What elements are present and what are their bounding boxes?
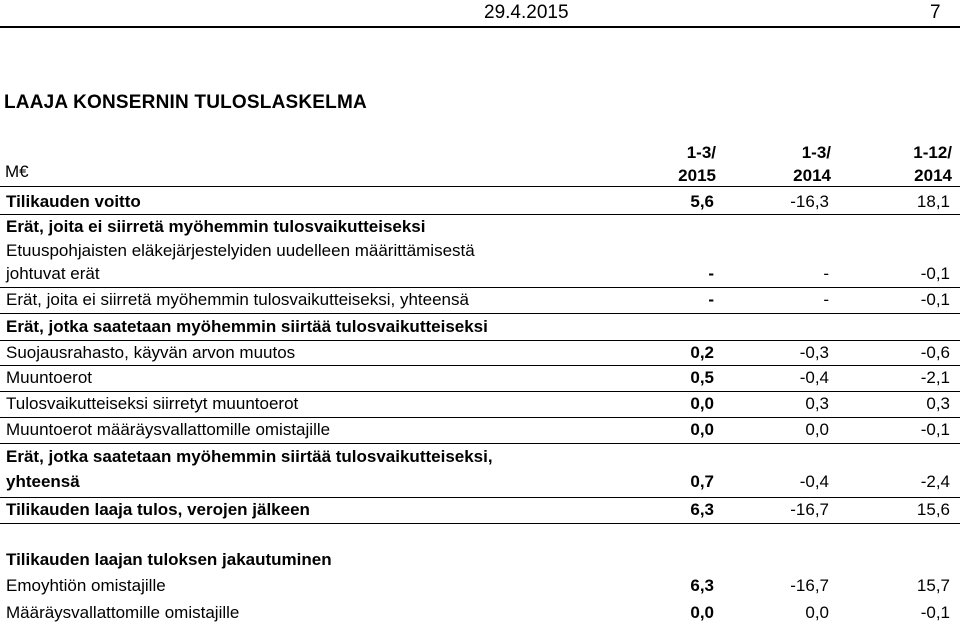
row-label: yhteensä	[6, 472, 80, 491]
value-fy-2014: -0,1	[920, 420, 950, 439]
row-label: Muuntoerot	[6, 368, 92, 387]
row-net-profit	[0, 192, 960, 216]
value-q1-2014: 0,0	[805, 603, 829, 622]
column-header-line: 2015	[678, 166, 716, 185]
row-translation-reclassified	[0, 394, 960, 418]
row-label: johtuvat erät	[6, 264, 100, 283]
value-q1-2015: 6,3	[690, 500, 714, 519]
unit-label: M€	[5, 162, 29, 181]
value-q1-2015: 5,6	[690, 192, 714, 211]
row-translation-nci	[0, 420, 960, 444]
value-q1-2015: 0,7	[690, 472, 714, 491]
row-label: Määräysvallattomille omistajille	[6, 603, 240, 622]
row-reclassified-total-line1	[0, 447, 960, 471]
header-rule	[0, 26, 960, 28]
value-q1-2014: 0,3	[805, 394, 829, 413]
row-label: Tilikauden voitto	[6, 192, 141, 211]
row-remeasurement-line1	[0, 241, 960, 265]
row-label: Etuuspohjaisten eläkejärjestelyiden uudelleen määrittämisestä	[6, 241, 475, 260]
column-header-line: 1-12/	[913, 143, 952, 162]
value-q1-2015: 6,3	[690, 576, 714, 595]
column-header-q1-2014	[751, 141, 831, 187]
value-fy-2014: 15,6	[916, 500, 950, 519]
row-not-reclassified-header	[0, 217, 960, 241]
page-number: 7	[930, 2, 941, 23]
row-label: Tulosvaikutteiseksi siirretyt muuntoerot	[6, 394, 299, 413]
column-header-line: 2014	[793, 166, 831, 185]
value-q1-2014: -0,3	[799, 343, 829, 362]
row-label: Erät, joita ei siirretä myöhemmin tulosvaikutteiseksi, yhteensä	[6, 290, 469, 309]
value-fy-2014: 0,3	[926, 394, 950, 413]
value-fy-2014: -0,1	[920, 290, 950, 309]
value-fy-2014: -0,1	[920, 603, 950, 622]
value-q1-2014: 0,0	[805, 420, 829, 439]
value-q1-2015: -	[708, 290, 714, 309]
row-parent-owners	[0, 576, 960, 600]
value-q1-2015: 0,2	[690, 343, 714, 362]
value-fy-2014: -0,6	[920, 343, 950, 362]
row-non-controlling-interests	[0, 603, 960, 627]
value-q1-2014: -0,4	[799, 368, 829, 387]
value-q1-2014: -0,4	[799, 472, 829, 491]
value-q1-2015: 0,5	[690, 368, 714, 387]
page-title: LAAJA KONSERNIN TULOSLASKELMA	[4, 92, 367, 113]
row-reclassified-total-line2	[0, 472, 960, 496]
value-q1-2014: -	[823, 290, 829, 309]
table-top-rule	[0, 186, 960, 187]
value-q1-2015: 0,0	[690, 603, 714, 622]
row-label: Tilikauden laaja tulos, verojen jälkeen	[6, 500, 310, 519]
value-q1-2014: -16,7	[790, 576, 829, 595]
value-q1-2014: -	[823, 264, 829, 283]
page-header	[0, 0, 960, 28]
column-header-line: 1-3/	[801, 143, 831, 162]
row-label: Suojausrahasto, käyvän arvon muutos	[6, 343, 296, 362]
value-q1-2014: -16,3	[790, 192, 829, 211]
value-q1-2015: 0,0	[690, 394, 714, 413]
row-divider	[0, 497, 960, 498]
report-date: 29.4.2015	[484, 2, 569, 23]
row-reclassified-header	[0, 317, 960, 341]
row-label: Erät, jotka saatetaan myöhemmin siirtää tulosvaikutteiseksi	[6, 317, 488, 336]
row-label: Erät, joita ei siirretä myöhemmin tulosvaikutteiseksi	[6, 217, 426, 236]
value-q1-2015: 0,0	[690, 420, 714, 439]
column-header-fy-2014	[872, 141, 952, 187]
value-q1-2015: -	[708, 264, 714, 283]
value-q1-2014: -16,7	[790, 500, 829, 519]
column-header-line: 1-3/	[686, 143, 716, 162]
column-header-line: 2014	[914, 166, 952, 185]
row-hedging-reserve	[0, 343, 960, 367]
value-fy-2014: 15,7	[916, 576, 950, 595]
row-distribution-header	[0, 550, 960, 574]
row-remeasurement-line2	[0, 264, 960, 288]
row-comprehensive-income	[0, 500, 960, 524]
row-label: Erät, jotka saatetaan myöhemmin siirtää tulosvaikutteiseksi,	[6, 447, 493, 466]
row-label: Tilikauden laajan tuloksen jakautuminen	[6, 550, 332, 569]
column-header-q1-2015	[636, 141, 716, 187]
row-label: Muuntoerot määräysvallattomille omistajille	[6, 420, 331, 439]
value-fy-2014: -2,4	[920, 472, 950, 491]
value-fy-2014: 18,1	[916, 192, 950, 211]
row-not-reclassified-total	[0, 290, 960, 314]
row-translation-differences	[0, 368, 960, 392]
value-fy-2014: -2,1	[920, 368, 950, 387]
value-fy-2014: -0,1	[920, 264, 950, 283]
row-label: Emoyhtiön omistajille	[6, 576, 166, 595]
